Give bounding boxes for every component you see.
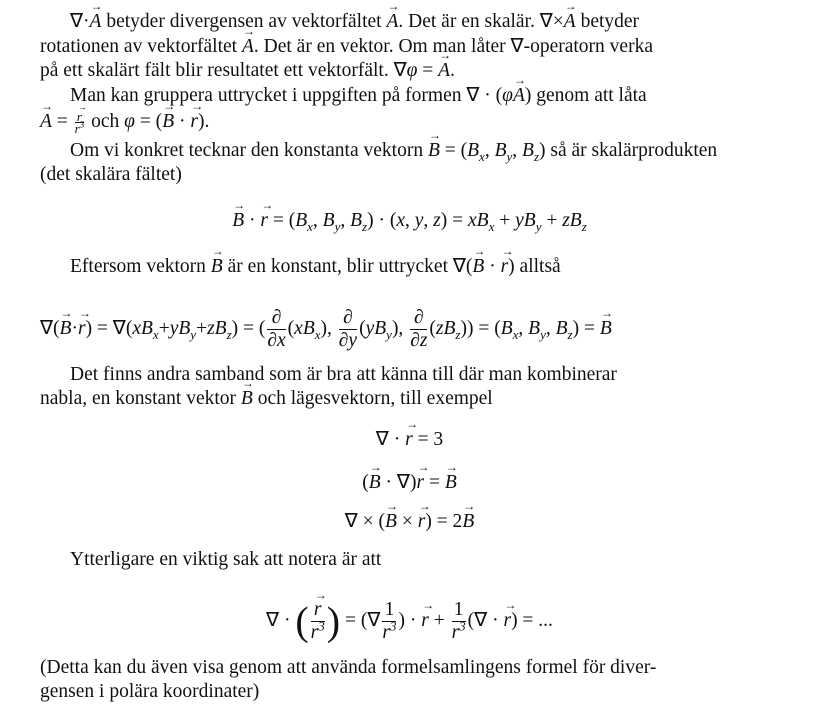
- text-line: [40, 656, 656, 680]
- math-symbol: x: [396, 210, 405, 231]
- text-run: ) = (: [231, 317, 266, 339]
- subscript: x: [479, 148, 485, 164]
- text-run: +: [541, 210, 563, 231]
- text-line: [70, 10, 639, 34]
- vector-symbol: r →: [78, 317, 86, 341]
- math-symbol: y: [348, 330, 358, 351]
- text-run: ,: [340, 210, 351, 231]
- math-symbol: r: [451, 622, 460, 643]
- vector-symbol: A →: [386, 10, 398, 34]
- math-symbol: xB: [294, 317, 315, 339]
- text-run: +: [158, 317, 170, 339]
- text-run: ∇ ·: [375, 429, 406, 450]
- text-run: ) genom att låta: [524, 85, 647, 106]
- text-run: ) =: [572, 317, 600, 339]
- text-run: )) = (: [460, 317, 501, 339]
- fraction-numerator: [410, 307, 427, 330]
- fraction: [339, 307, 357, 352]
- text-run: Ytterligare en viktig sak att notera är att: [70, 549, 382, 570]
- text-run: ,: [545, 317, 556, 339]
- vector-symbol: A →: [90, 10, 102, 34]
- text-run: ,: [423, 210, 434, 231]
- text-run: ).: [197, 111, 210, 132]
- text-run: (det skalära fältet): [40, 164, 182, 185]
- text-run: betyder divergensen av vektorfältet: [101, 11, 387, 32]
- text-run: =: [417, 60, 439, 81]
- math-symbol: B: [555, 317, 568, 339]
- text-line: [40, 680, 259, 704]
- text-run: (: [362, 472, 369, 493]
- math-symbol: y: [414, 210, 424, 231]
- text-run: . Det är en vektor. Om man låter ∇-operatorn verka: [253, 36, 653, 57]
- text-run: ,: [484, 140, 495, 161]
- vector-symbol: r →: [314, 599, 322, 621]
- math-symbol: B: [494, 140, 507, 161]
- vector-symbol: A →: [242, 35, 254, 59]
- fraction: [410, 307, 427, 352]
- vector-symbol: B →: [472, 255, 484, 279]
- vector-symbol: A →: [513, 84, 525, 108]
- fraction-denominator: [382, 618, 397, 644]
- text-run: ) så är skalärprodukten: [539, 140, 718, 161]
- display-equation: [0, 428, 819, 452]
- math-symbol: φ: [124, 111, 135, 132]
- text-line: [70, 548, 381, 572]
- text-run: ∂: [410, 330, 420, 351]
- text-line: [40, 387, 493, 411]
- vector-symbol: A →: [564, 10, 576, 34]
- display-equation: [0, 599, 819, 644]
- text-run: (∇ ·: [467, 609, 504, 631]
- subscript: x: [152, 326, 159, 342]
- vector-symbol: B →: [241, 387, 253, 411]
- math-symbol: r: [74, 121, 80, 137]
- fraction: [382, 599, 396, 644]
- text-run: = (∇: [340, 609, 381, 631]
- large-parenthesis: ): [326, 598, 341, 644]
- fraction: [452, 599, 466, 644]
- math-symbol: r: [382, 622, 390, 643]
- text-run: =: [51, 111, 73, 132]
- text-run: (: [287, 317, 295, 339]
- vector-symbol: r →: [416, 471, 424, 495]
- math-symbol: B: [322, 210, 335, 231]
- display-equation: [0, 471, 819, 495]
- text-run: och lägesvektorn, till exempel: [252, 388, 493, 409]
- vector-symbol: B →: [462, 510, 474, 534]
- subscript: y: [540, 326, 546, 342]
- text-run: = 3: [412, 429, 444, 450]
- math-symbol: zB: [207, 317, 227, 339]
- subscript: z: [567, 326, 573, 342]
- math-symbol: yB: [515, 210, 536, 231]
- text-run: = (: [439, 140, 468, 161]
- text-run: ) = ...: [511, 609, 553, 631]
- math-symbol: yB: [169, 317, 191, 339]
- text-line: [40, 59, 455, 83]
- vector-symbol: r →: [503, 609, 511, 633]
- text-run: (Detta kan du även visa genom att använda formelsamlingens formel för diver-: [40, 657, 657, 678]
- text-run: +: [196, 317, 208, 339]
- text-run: · ∇): [380, 472, 417, 493]
- text-run: 1: [453, 599, 464, 620]
- display-equation: [0, 209, 819, 233]
- text-line: [40, 109, 210, 137]
- subscript: x: [512, 326, 519, 342]
- superscript: 3: [318, 618, 325, 634]
- text-run: ∇ ·: [266, 609, 296, 631]
- math-symbol: B: [528, 317, 541, 339]
- vector-symbol: B →: [600, 317, 612, 341]
- text-run: ∇ × (: [344, 511, 386, 532]
- math-symbol: xB: [468, 210, 489, 231]
- vector-symbol: r →: [421, 609, 429, 633]
- superscript: 3: [389, 618, 397, 634]
- text-line: [70, 139, 717, 163]
- vector-symbol: B →: [428, 139, 440, 163]
- text-run: = (: [267, 210, 296, 231]
- subscript: x: [314, 326, 321, 342]
- text-run: nabla, en konstant vektor: [40, 388, 241, 409]
- text-line: [40, 163, 182, 187]
- math-symbol: B: [467, 140, 480, 161]
- math-symbol: xB: [132, 317, 153, 339]
- vector-symbol: B →: [211, 255, 223, 279]
- subscript: z: [362, 218, 368, 234]
- vector-symbol: r →: [260, 209, 268, 233]
- math-symbol: z: [433, 210, 441, 231]
- subscript: y: [506, 148, 513, 164]
- fraction-denominator: [410, 330, 427, 352]
- text-run: ,: [518, 317, 529, 339]
- fraction-denominator: [339, 330, 357, 352]
- subscript: z: [455, 326, 461, 342]
- text-run: betyder: [575, 11, 640, 32]
- subscript: y: [190, 326, 197, 342]
- subscript: y: [334, 218, 341, 234]
- vector-symbol: r →: [418, 510, 426, 534]
- fraction: [74, 109, 85, 137]
- text-line: [40, 307, 612, 352]
- math-symbol: z: [419, 330, 428, 351]
- math-symbol: B: [522, 140, 534, 161]
- vector-symbol: B →: [60, 317, 72, 341]
- text-run: .: [450, 60, 455, 81]
- vector-symbol: A →: [40, 110, 52, 134]
- text-run: och: [86, 111, 125, 132]
- text-run: ∂: [343, 307, 353, 328]
- fraction-denominator: [267, 330, 285, 352]
- text-run: ,: [405, 210, 415, 231]
- display-equation: [0, 510, 819, 534]
- text-run: ×: [396, 511, 418, 532]
- text-run: Man kan gruppera uttrycket i uppgiften på formen ∇ · (: [70, 85, 503, 106]
- text-run: . Det är en skalär. ∇×: [398, 11, 564, 32]
- text-run: (: [359, 317, 366, 339]
- fraction-numerator: [267, 307, 285, 330]
- vector-symbol: r →: [190, 110, 198, 134]
- text-run: ·: [484, 256, 501, 277]
- text-run: Eftersom vektorn: [70, 256, 211, 277]
- text-run: ),: [320, 317, 337, 339]
- text-run: är en konstant, blir uttrycket ∇(: [222, 256, 473, 277]
- text-run: ∇·: [70, 11, 90, 32]
- math-symbol: B: [350, 210, 363, 231]
- subscript: y: [386, 326, 392, 342]
- text-run: ,: [512, 140, 523, 161]
- text-line: [70, 84, 647, 108]
- fraction: [311, 599, 325, 644]
- text-run: ),: [391, 317, 409, 339]
- text-run: ) =: [440, 210, 468, 231]
- subscript: z: [533, 148, 540, 164]
- fraction-denominator: [74, 119, 85, 137]
- text-run: ·: [71, 317, 78, 339]
- vector-symbol: r →: [405, 428, 413, 452]
- text-run: rotationen av vektorfältet: [40, 36, 242, 57]
- subscript: x: [307, 218, 313, 234]
- text-line: [70, 363, 617, 387]
- vector-symbol: B →: [162, 110, 174, 134]
- superscript: 3: [79, 119, 85, 130]
- text-run: ) alltså: [508, 256, 561, 277]
- superscript: 3: [459, 618, 466, 634]
- text-run: +: [428, 609, 450, 631]
- subscript: x: [488, 218, 495, 234]
- text-run: ) = 2: [425, 511, 463, 532]
- vector-symbol: r →: [501, 255, 509, 279]
- text-run: ∂: [267, 330, 278, 351]
- text-run: ∂: [271, 307, 282, 328]
- text-run: ∂: [413, 307, 424, 328]
- fraction-denominator: [451, 618, 466, 644]
- text-run: +: [494, 210, 516, 231]
- subscript: z: [226, 326, 232, 342]
- text-run: ∇(: [40, 317, 60, 339]
- text-run: ) · (: [367, 210, 397, 231]
- text-run: (: [429, 317, 436, 339]
- text-run: på ett skalärt fält blir resultatet ett vektorfält. ∇: [40, 60, 407, 81]
- text-run: gensen i polära koordinater): [40, 681, 260, 702]
- text-run: ) ·: [398, 609, 422, 631]
- fraction: [267, 307, 285, 352]
- text-run: = (: [134, 111, 163, 132]
- math-symbol: zB: [562, 210, 582, 231]
- text-run: ·: [244, 210, 261, 231]
- vector-symbol: A →: [438, 59, 450, 83]
- subscript: y: [535, 218, 542, 234]
- subscript: z: [581, 218, 587, 234]
- vector-symbol: B →: [369, 471, 381, 495]
- text-run: ) = ∇(: [85, 317, 133, 339]
- text-run: Det finns andra samband som är bra att känna till där man kombinerar: [70, 364, 617, 385]
- text-line: [70, 255, 561, 279]
- math-symbol: yB: [365, 317, 387, 339]
- large-parenthesis: (: [295, 598, 309, 644]
- text-run: ∂: [338, 330, 349, 351]
- math-symbol: φ: [502, 85, 513, 106]
- vector-symbol: B →: [232, 209, 244, 233]
- math-symbol: B: [295, 210, 308, 231]
- vector-symbol: r →: [77, 111, 82, 122]
- math-symbol: B: [500, 317, 513, 339]
- vector-symbol: B →: [445, 471, 457, 495]
- fraction-denominator: [310, 618, 325, 644]
- math-symbol: r: [310, 622, 319, 643]
- fraction-numerator: [339, 307, 357, 330]
- text-run: ·: [174, 111, 191, 132]
- text-run: ,: [312, 210, 323, 231]
- text-run: 1: [384, 599, 395, 620]
- math-symbol: x: [277, 330, 286, 351]
- text-run: =: [424, 472, 445, 493]
- math-symbol: zB: [435, 317, 456, 339]
- text-run: Om vi konkret tecknar den konstanta vektorn: [70, 140, 428, 161]
- math-symbol: φ: [406, 60, 418, 81]
- text-line: [40, 35, 653, 59]
- vector-symbol: B →: [385, 510, 397, 534]
